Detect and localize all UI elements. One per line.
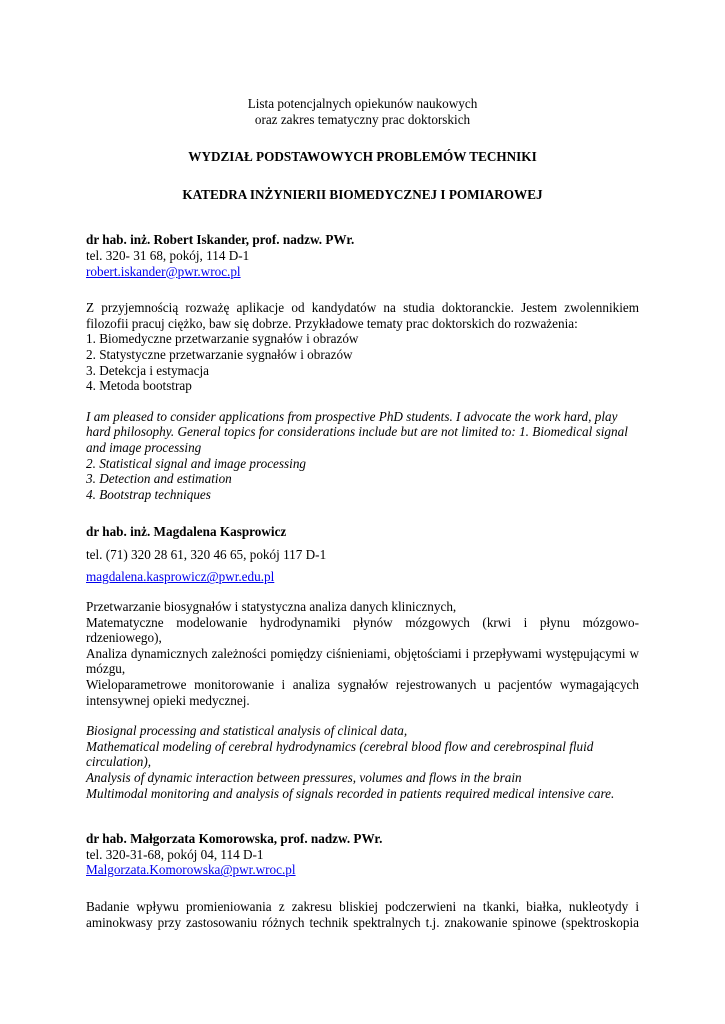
faculty-heading: WYDZIAŁ PODSTAWOWYCH PROBLEMÓW TECHNIKI — [188, 149, 537, 165]
document-header — [86, 96, 639, 127]
supervisor-email-link[interactable]: robert.iskander@pwr.wroc.pl — [86, 263, 241, 279]
polish-topic: 4. Metoda bootstrap — [86, 378, 192, 394]
english-topic: 4. Bootstrap techniques — [86, 486, 211, 502]
header-line-2: oraz zakres tematyczny prac doktorskich — [254, 111, 471, 127]
polish-intro: Badanie wpływu promieniowania z zakresu bliskiej podczerwieni na tkanki, białka, nukleotydy i aminokwasy przy zastosowaniu różnych technik spektralnych t.j. znakowanie spinowe (spektroskopia — [86, 898, 639, 930]
english-topic: Analysis of dynamic interaction between pressures, volumes and flows in the brain — [86, 770, 522, 785]
supervisor-email-link[interactable]: Malgorzata.Komorowska@pwr.wroc.pl — [86, 862, 296, 878]
polish-topic: 1. Biomedyczne przetwarzanie sygnałów i obrazów — [86, 331, 359, 347]
polish-topic: Przetwarzanie biosygnałów i statystyczna analiza danych klinicznych, — [86, 599, 457, 615]
polish-topic: Matematyczne modelowanie hydrodynamiki płynów mózgowych (krwi i płynu mózgowo-rdzeniowego), — [86, 614, 639, 646]
english-topic: Mathematical modeling of cerebral hydrodynamics (cerebral blood flow and cerebrospinal fluid circulation), — [86, 738, 594, 770]
supervisor-komorowska — [86, 831, 639, 930]
supervisor-name: dr hab. Małgorzata Komorowska, prof. nadzw. PWr. — [86, 831, 383, 847]
supervisor-phone: tel. 320- 31 68, pokój, 114 D-1 — [86, 247, 250, 263]
polish-intro: Z przyjemnością rozważę aplikacje od kandydatów na studia doktoranckie. Jestem zwolennikiem filozofii pracuj ciężko, baw się dobrze. Przykładowe tematy prac doktorskich do rozważenia: — [86, 300, 639, 331]
department-heading: KATEDRA INŻYNIERII BIOMEDYCZNEJ I POMIAROWEJ — [182, 186, 543, 202]
supervisor-phone: tel. 320-31-68, pokój 04, 114 D-1 — [86, 846, 264, 862]
supervisor-name: dr hab. inż. Magdalena Kasprowicz — [86, 524, 287, 540]
supervisor-name: dr hab. inż. Robert Iskander, prof. nadzw. PWr. — [86, 232, 355, 248]
english-intro: I am pleased to consider applications from prospective PhD students. I advocate the work hard, play hard philosophy. General topics for considerations include but are not limited to: 1. Biomedical signal and image processing — [86, 408, 628, 455]
polish-topic: Wieloparametrowe monitorowanie i analiza sygnałów rejestrowanych u pacjentów wymagających intensywnej opieki medycznej. — [86, 677, 639, 708]
english-topic: Biosignal processing and statistical analysis of clinical data, — [86, 723, 408, 739]
english-topic: 3. Detection and estimation — [86, 471, 232, 487]
polish-topic: 3. Detekcja i estymacja — [86, 362, 210, 378]
supervisor-iskander — [86, 232, 639, 502]
supervisor-kasprowicz — [86, 524, 639, 801]
supervisor-email-link[interactable]: magdalena.kasprowicz@pwr.edu.pl — [86, 569, 275, 585]
polish-topic: 2. Statystyczne przetwarzanie sygnałów i obrazów — [86, 346, 353, 362]
supervisor-phone: tel. (71) 320 28 61, 320 46 65, pokój 117 D-1 — [86, 546, 327, 562]
document-page — [86, 96, 639, 930]
english-topic: Multimodal monitoring and analysis of signals recorded in patients required medical intensive care. — [86, 785, 615, 801]
polish-topic: Analiza dynamicznych zależności pomiędzy ciśnieniami, objętościami i przepływami występującymi w mózgu, — [86, 645, 639, 677]
header-line-1: Lista potencjalnych opiekunów naukowych — [247, 96, 478, 111]
english-topic: 2. Statistical signal and image processing — [86, 455, 307, 471]
